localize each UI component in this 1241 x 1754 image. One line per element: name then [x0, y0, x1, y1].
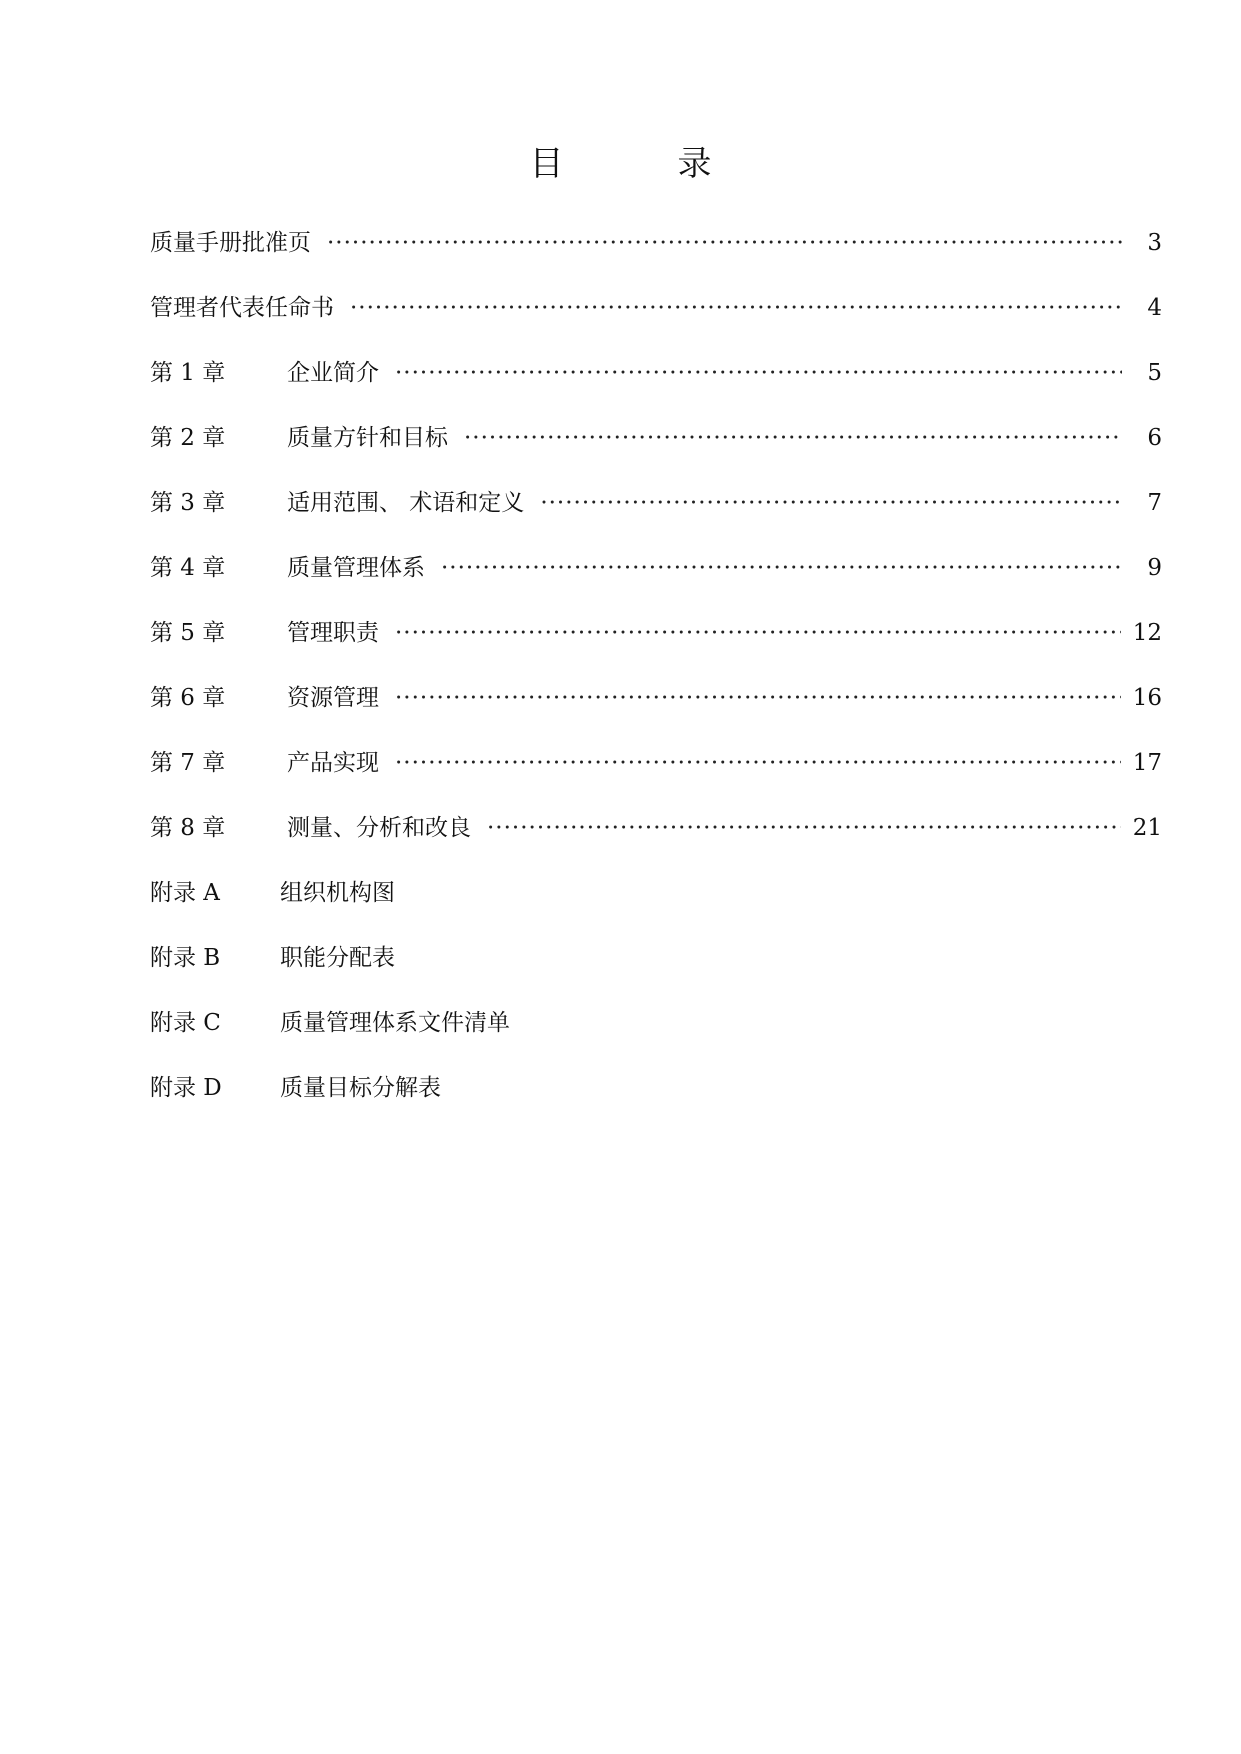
- toc-page-number: 17: [1121, 748, 1162, 778]
- toc-page-number: 3: [1122, 228, 1162, 258]
- toc-page-number: 7: [1122, 488, 1162, 518]
- toc-appendix[interactable]: [150, 860, 1162, 925]
- toc-appendix[interactable]: [150, 925, 1162, 990]
- dot-leader: [395, 358, 1122, 388]
- toc-entry[interactable]: [150, 275, 1162, 340]
- toc-appendix-label: 附录 B: [150, 944, 221, 971]
- dot-leader: [395, 618, 1121, 648]
- toc-appendix[interactable]: [150, 1055, 1162, 1120]
- toc-chapter-number: 第 1 章: [150, 359, 226, 386]
- toc-page-number: 9: [1122, 553, 1162, 583]
- dot-leader: [540, 488, 1122, 518]
- toc-title: 目 录: [529, 144, 752, 184]
- toc-entry[interactable]: [150, 405, 1162, 470]
- toc-entry-title: 资源管理: [287, 684, 379, 711]
- toc-entry-title: 管理者代表任命书: [150, 294, 334, 321]
- toc-entry[interactable]: [150, 600, 1162, 665]
- toc-chapter-number: 第 7 章: [150, 749, 226, 776]
- toc-appendix-label: 附录 D: [150, 1074, 222, 1101]
- toc-page-number: 5: [1122, 358, 1162, 388]
- dot-leader: [441, 553, 1122, 583]
- toc-appendix-title: 组织机构图: [280, 879, 395, 906]
- toc-chapter-number: 第 5 章: [150, 619, 226, 646]
- toc-entry-title: 质量手册批准页: [150, 229, 311, 256]
- toc-appendix-label: 附录 A: [150, 879, 220, 906]
- toc-entry-title: 产品实现: [287, 749, 379, 776]
- toc-entry[interactable]: [150, 665, 1162, 730]
- toc-page-number: 4: [1122, 293, 1162, 323]
- toc-appendix-label: 附录 C: [150, 1009, 221, 1036]
- toc-entry[interactable]: [150, 535, 1162, 600]
- toc-chapter-number: 第 8 章: [150, 814, 226, 841]
- dot-leader: [327, 228, 1122, 258]
- dot-leader: [395, 748, 1121, 778]
- toc-entry-title: 质量管理体系: [287, 554, 425, 581]
- toc-entry-title: 适用范围、 术语和定义: [287, 489, 525, 516]
- toc-entry[interactable]: [150, 730, 1162, 795]
- toc-page-number: 6: [1122, 423, 1162, 453]
- toc-chapter-number: 第 4 章: [150, 554, 226, 581]
- dot-leader: [464, 423, 1122, 453]
- toc-chapter-number: 第 2 章: [150, 424, 226, 451]
- toc-entry[interactable]: [150, 470, 1162, 535]
- toc-appendix[interactable]: [150, 990, 1162, 1055]
- toc-entry-title: 管理职责: [287, 619, 379, 646]
- toc-entry-title: 测量、分析和改良: [287, 814, 471, 841]
- toc-chapter-number: 第 3 章: [150, 489, 226, 516]
- toc-page-number: 12: [1121, 618, 1162, 648]
- dot-leader: [395, 683, 1121, 713]
- dot-leader: [350, 293, 1122, 323]
- toc-entry[interactable]: [150, 210, 1162, 275]
- toc-entry-title: 企业简介: [287, 359, 379, 386]
- toc-chapter-number: 第 6 章: [150, 684, 226, 711]
- toc-page-number: 16: [1121, 683, 1162, 713]
- toc-entry[interactable]: [150, 340, 1162, 405]
- toc-page-number: 21: [1121, 813, 1162, 843]
- toc-appendix-title: 职能分配表: [280, 944, 395, 971]
- toc-appendix-title: 质量目标分解表: [280, 1074, 441, 1101]
- toc-entry-title: 质量方针和目标: [287, 424, 448, 451]
- toc-appendix-title: 质量管理体系文件清单: [280, 1009, 510, 1036]
- toc-list: [150, 210, 1162, 1120]
- dot-leader: [487, 813, 1121, 843]
- toc-entry[interactable]: [150, 795, 1162, 860]
